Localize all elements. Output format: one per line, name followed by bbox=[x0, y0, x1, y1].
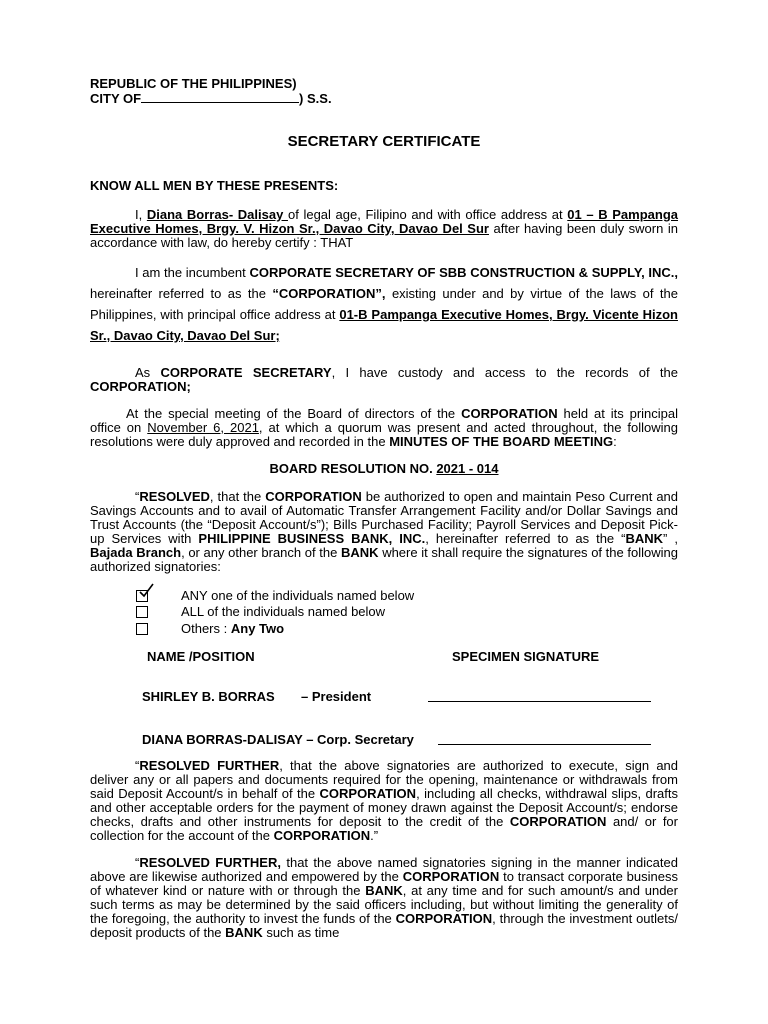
option-others-label: Others : bbox=[181, 621, 231, 636]
p4-text-d: : bbox=[613, 434, 617, 449]
know-all-men: KNOW ALL MEN BY THESE PRESENTS: bbox=[90, 178, 339, 193]
p6-text-e: .” bbox=[370, 828, 379, 843]
p7-corp: CORPORATION bbox=[402, 869, 500, 884]
p5-bank: BANK bbox=[625, 531, 664, 546]
p7-text-a: “ bbox=[135, 855, 140, 870]
resolution-title bbox=[90, 462, 678, 476]
header-republic bbox=[90, 77, 678, 91]
p6-text-b: , that the above signatories are authorized to execute, sign and deliver any or all papers and documents required for the opening, maintenance or withdrawals from said Deposit Account/s in behalf of the bbox=[90, 758, 679, 801]
p6-text-a: “ bbox=[135, 758, 140, 773]
header-city-prefix: CITY OF bbox=[90, 91, 142, 106]
p5-bank2: BANK bbox=[340, 545, 379, 560]
header-line1: REPUBLIC OF THE PHILIPPINES) bbox=[90, 76, 297, 91]
p7-text-c: to transact corporate business of whatever kind or nature with or through the bbox=[90, 869, 678, 898]
p3-text-a: As bbox=[135, 365, 161, 380]
city-blank-line bbox=[141, 92, 299, 103]
signatory-1-name: SHIRLEY B. BORRAS bbox=[142, 689, 275, 704]
p5-text-e: ” , bbox=[663, 531, 678, 546]
p2-address: 01-B Pampanga Executive Homes, Brgy. Vicente Hizon Sr., Davao City, Davao Del Sur; bbox=[90, 307, 678, 343]
signature-line-2 bbox=[438, 744, 651, 745]
resolution-number: 2021 - 014 bbox=[436, 461, 499, 476]
p7-corp2: CORPORATION bbox=[395, 911, 493, 926]
specimen-signature-header: SPECIMEN SIGNATURE bbox=[452, 649, 600, 664]
header-city-suffix: ) S.S. bbox=[299, 91, 332, 106]
p6-corp: CORPORATION bbox=[319, 786, 417, 801]
p5-branch: Bajada Branch bbox=[90, 545, 182, 560]
p6-resolved: RESOLVED FURTHER bbox=[139, 758, 280, 773]
option-label: ANY one of the individuals named below bbox=[181, 588, 415, 603]
p6-text-d: and/ or for collection for the account of the bbox=[90, 814, 678, 843]
p7-text-d: , at any time and for such amount/s and under such terms as may be determined by the said officers including, but without limiting the generality of the foregoing, the authority to invest the funds of the bbox=[90, 883, 678, 926]
option-label bbox=[181, 622, 284, 636]
p7-text-f: such as time bbox=[262, 925, 340, 940]
p7-text-e: , through the investment outlets/ deposit products of the bbox=[90, 911, 678, 940]
checkbox-icon[interactable] bbox=[136, 606, 148, 618]
p5-text-a: “ bbox=[135, 489, 140, 504]
meeting-date: November 6, 2021 bbox=[147, 420, 259, 435]
paragraph-resolved-further-2 bbox=[90, 856, 678, 940]
p4-corp: CORPORATION bbox=[461, 406, 558, 421]
affiant-address: 01 – B Pampanga Executive Homes, Brgy. V. Hizon Sr., Davao City, Davao Del Sur bbox=[90, 207, 679, 236]
p4-text-b: held at its principal office on bbox=[90, 406, 678, 435]
option-label: ALL of the individuals named below bbox=[181, 604, 386, 619]
option-others-value: Any Two bbox=[230, 621, 285, 636]
checkmark-icon bbox=[138, 583, 154, 599]
p6-text-c: , including all checks, withdrawal slips, drafts and other acceptable orders for the payment of money drawn against the Deposit Account/s; endorse checks, drafts and other instruments for deposit to the credit of the bbox=[90, 786, 678, 829]
p5-text-d: , hereinafter referred to as the “ bbox=[425, 531, 626, 546]
checkbox-icon[interactable] bbox=[136, 623, 148, 635]
p7-bank: BANK bbox=[365, 883, 403, 898]
p2-text-b: hereinafter referred to as the bbox=[90, 286, 273, 301]
p3-position: CORPORATE SECRETARY bbox=[160, 365, 332, 380]
paragraph-resolved-further-1 bbox=[90, 759, 678, 843]
p2-text-c: existing under and by virtue of the laws of the Philippines, with principal office address at bbox=[90, 286, 678, 322]
affiant-name: Diana Borras- Dalisay bbox=[146, 207, 288, 222]
resolution-label: BOARD RESOLUTION NO. bbox=[269, 461, 437, 476]
header-city bbox=[90, 92, 678, 106]
p4-minutes: MINUTES OF THE BOARD MEETING bbox=[389, 434, 614, 449]
name-position-header: NAME /POSITION bbox=[147, 649, 255, 664]
signatory-1-position: – President bbox=[301, 689, 372, 704]
p2-text-a: I am the incumbent bbox=[135, 265, 250, 280]
p6-corp3: CORPORATION bbox=[273, 828, 371, 843]
p7-bank2: BANK bbox=[225, 925, 263, 940]
signatory-2-name: DIANA BORRAS-DALISAY – Corp. Secretary bbox=[142, 732, 414, 747]
paragraph-resolved bbox=[90, 490, 678, 574]
p4-text-a: At the special meeting of the Board of directors of the bbox=[126, 406, 462, 421]
p5-text-c: be authorized to open and maintain Peso Current and Savings Accounts and to avail of Automatic Transfer Arrangement Facility and/or Dollar Savings and Trust Accounts (the “Deposit Account/s”); Bills Purchased Facility; Payroll Services and Deposit Pick-up Services with bbox=[90, 489, 679, 546]
p1-text-b: of legal age, Filipino and with office address at bbox=[287, 207, 568, 222]
page-title: SECRETARY CERTIFICATE bbox=[287, 133, 481, 150]
paragraph-meeting bbox=[90, 407, 678, 449]
p5-corp: CORPORATION bbox=[265, 489, 362, 504]
p1-text-a: I, bbox=[135, 207, 147, 222]
p2-position: CORPORATE SECRETARY OF SBB CONSTRUCTION & SUPPLY, INC., bbox=[249, 265, 678, 280]
signature-line-1 bbox=[428, 701, 651, 702]
p1-text-c: after having been duly sworn in accordance with law, do hereby certify : THAT bbox=[90, 221, 678, 250]
p5-text-b: , that the bbox=[209, 489, 266, 504]
p7-text-b: that the above named signatories signing in the manner indicated above are likewise authorized and empowered by the bbox=[90, 855, 678, 884]
p6-corp2: CORPORATION bbox=[509, 814, 607, 829]
p3-text-b: , I have custody and access to the records of the bbox=[331, 365, 678, 380]
p5-bank-name: PHILIPPINE BUSINESS BANK, INC. bbox=[198, 531, 426, 546]
p2-corp: “CORPORATION”, bbox=[272, 286, 386, 301]
p5-text-f: , or any other branch of the bbox=[181, 545, 341, 560]
p5-resolved: RESOLVED bbox=[139, 489, 210, 504]
p3-corp: CORPORATION; bbox=[90, 379, 191, 394]
p5-text-g: where it shall require the signatures of the following authorized signatories: bbox=[90, 545, 678, 574]
paragraph-affiant bbox=[90, 208, 678, 250]
paragraph-incumbent bbox=[90, 262, 678, 346]
p4-text-c: , at which a quorum was present and acted throughout, the following resolutions were duly approved and recorded in the bbox=[90, 420, 678, 449]
p7-resolved: RESOLVED FURTHER, bbox=[139, 855, 281, 870]
paragraph-custody bbox=[90, 366, 678, 394]
